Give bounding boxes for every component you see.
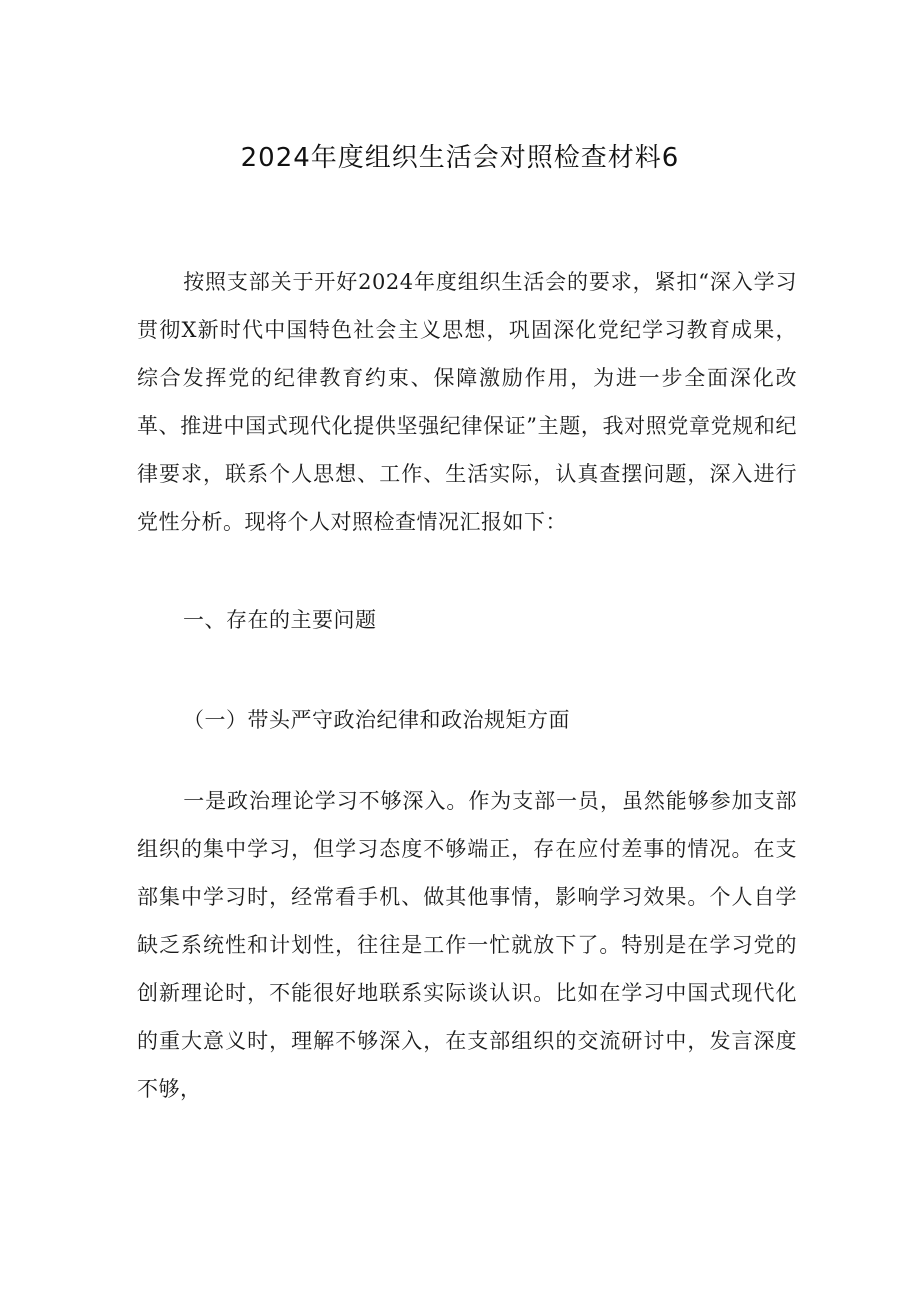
subsection-heading-political-discipline: （一）带头严守政治纪律和政治规矩方面: [183, 708, 570, 732]
problem-one-paragraph-block: [137, 777, 797, 1113]
intro-paragraph-block: [137, 258, 797, 546]
section-heading-problems: 一、存在的主要问题: [183, 608, 377, 632]
intro-paragraph: 按照支部关于开好2024年度组织生活会的要求，紧扣“深入学习贯彻X新时代中国特色社会主义思想，巩固深化党纪学习教育成果，综合发挥党的纪律教育约束、保障激励作用，为进一步全面深化改革、推进中国式现代化提供坚强纪律保证”主题，我对照党章党规和纪律要求，联系个人思想、工作、生活实际，认真查摆问题，深入进行党性分析。现将个人对照检查情况汇报如下：: [137, 270, 797, 534]
document-title: 2024年度组织生活会对照检查材料6: [240, 143, 680, 173]
problem-one-paragraph: 一是政治理论学习不够深入。作为支部一员，虽然能够参加支部组织的集中学习，但学习态度不够端正，存在应付差事的情况。在支部集中学习时，经常看手机、做其他事情，影响学习效果。个人自学缺乏系统性和计划性，往往是工作一忙就放下了。特别是在学习党的创新理论时，不能很好地联系实际谈认识。比如在学习中国式现代化的重大意义时，理解不够深入，在支部组织的交流研讨中，发言深度不够，: [137, 789, 797, 1101]
